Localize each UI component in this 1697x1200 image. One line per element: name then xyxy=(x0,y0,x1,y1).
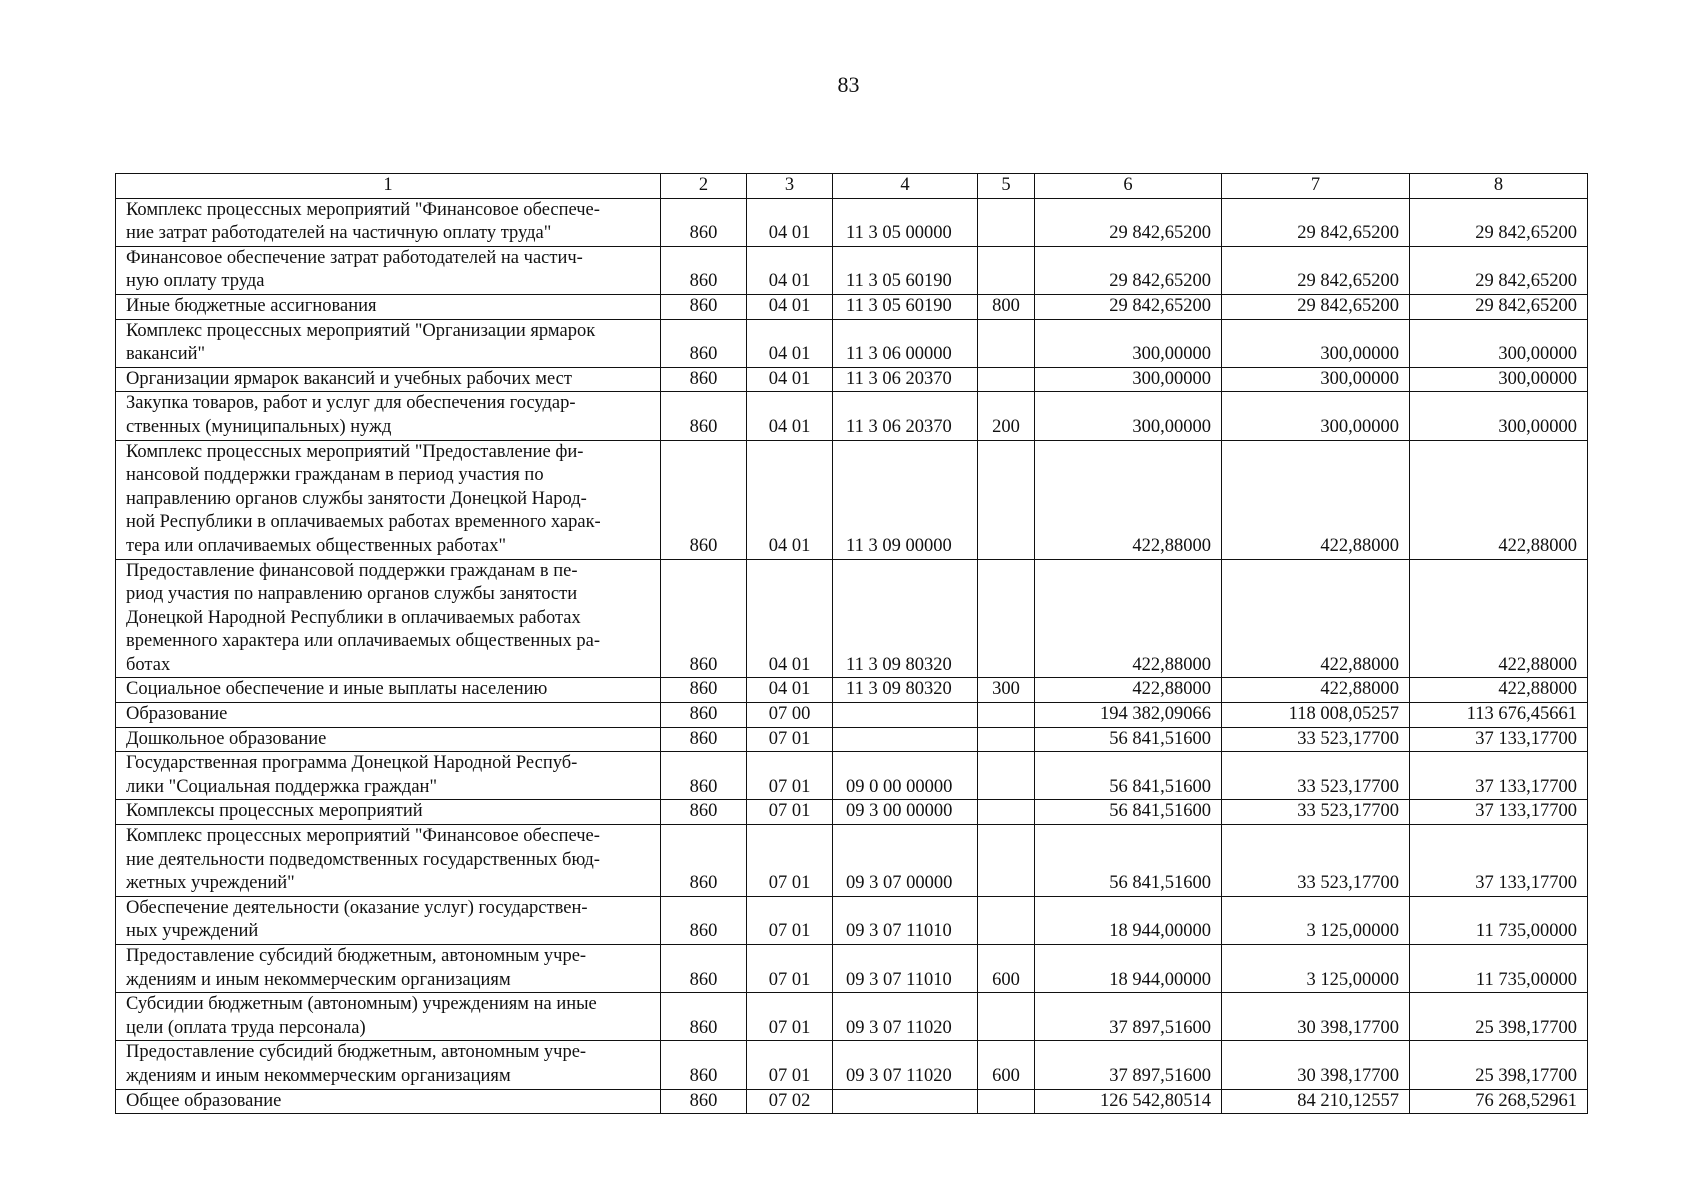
amount-col8-cell: 29 842,65200 xyxy=(1410,294,1588,319)
section-code-cell: 04 01 xyxy=(747,246,833,294)
page-number: 83 xyxy=(837,72,860,97)
target-item-code-cell: 09 3 07 00000 xyxy=(833,825,978,897)
section-code-cell: 04 01 xyxy=(747,559,833,678)
expense-type-code-cell: 300 xyxy=(978,678,1035,703)
section-code-cell: 04 01 xyxy=(747,367,833,392)
department-code-cell: 860 xyxy=(661,727,747,752)
amount-col6-cell: 37 897,51600 xyxy=(1035,993,1222,1041)
section-code-cell: 04 01 xyxy=(747,294,833,319)
department-code-cell: 860 xyxy=(661,800,747,825)
target-item-code-cell: 09 3 07 11020 xyxy=(833,993,978,1041)
amount-col8-cell: 76 268,52961 xyxy=(1410,1089,1588,1114)
expense-type-code-cell: 200 xyxy=(978,392,1035,440)
amount-col8-cell: 25 398,17700 xyxy=(1410,993,1588,1041)
amount-col7-cell: 84 210,12557 xyxy=(1222,1089,1410,1114)
section-code-cell: 04 01 xyxy=(747,198,833,246)
target-item-code-cell: 11 3 06 20370 xyxy=(833,367,978,392)
amount-col6-cell: 18 944,00000 xyxy=(1035,896,1222,944)
department-code-cell: 860 xyxy=(661,246,747,294)
amount-col8-cell: 25 398,17700 xyxy=(1410,1041,1588,1089)
department-code-cell: 860 xyxy=(661,559,747,678)
amount-col6-cell: 37 897,51600 xyxy=(1035,1041,1222,1089)
section-code-cell: 07 01 xyxy=(747,896,833,944)
department-code-cell: 860 xyxy=(661,703,747,728)
target-item-code-cell xyxy=(833,727,978,752)
table-row xyxy=(116,896,1588,944)
table-row xyxy=(116,752,1588,800)
section-code-cell: 07 00 xyxy=(747,703,833,728)
expense-name-cell: Субсидии бюджетным (автономным) учреждениям на иные цели (оплата труда персонала) xyxy=(116,993,661,1041)
department-code-cell: 860 xyxy=(661,294,747,319)
section-code-cell: 07 01 xyxy=(747,825,833,897)
department-code-cell: 860 xyxy=(661,1041,747,1089)
amount-col8-cell: 300,00000 xyxy=(1410,367,1588,392)
expense-type-code-cell xyxy=(978,246,1035,294)
amount-col6-cell: 56 841,51600 xyxy=(1035,825,1222,897)
table-row xyxy=(116,678,1588,703)
expense-type-code-cell xyxy=(978,825,1035,897)
amount-col7-cell: 33 523,17700 xyxy=(1222,752,1410,800)
amount-col7-cell: 300,00000 xyxy=(1222,367,1410,392)
target-item-code-cell: 11 3 05 60190 xyxy=(833,294,978,319)
expense-name-cell: Дошкольное образование xyxy=(116,727,661,752)
target-item-code-cell: 11 3 05 60190 xyxy=(833,246,978,294)
department-code-cell: 860 xyxy=(661,993,747,1041)
department-code-cell: 860 xyxy=(661,896,747,944)
section-code-cell: 07 01 xyxy=(747,727,833,752)
table-row xyxy=(116,559,1588,678)
target-item-code-cell xyxy=(833,1089,978,1114)
amount-col7-cell: 118 008,05257 xyxy=(1222,703,1410,728)
table-row xyxy=(116,392,1588,440)
expense-type-code-cell xyxy=(978,993,1035,1041)
amount-col8-cell: 422,88000 xyxy=(1410,440,1588,559)
table-row xyxy=(116,1041,1588,1089)
amount-col6-cell: 422,88000 xyxy=(1035,440,1222,559)
target-item-code-cell: 11 3 09 00000 xyxy=(833,440,978,559)
section-code-cell: 04 01 xyxy=(747,319,833,367)
expense-type-code-cell xyxy=(978,703,1035,728)
expense-name-cell: Финансовое обеспечение затрат работодателей на частич- ную оплату труда xyxy=(116,246,661,294)
amount-col7-cell: 29 842,65200 xyxy=(1222,198,1410,246)
target-item-code-cell: 09 3 00 00000 xyxy=(833,800,978,825)
expense-name-cell: Комплекс процессных мероприятий "Финансовое обеспече- ние деятельности подведомственных государственных бюд- жетных учреждений" xyxy=(116,825,661,897)
table-row xyxy=(116,993,1588,1041)
table-row xyxy=(116,294,1588,319)
expense-type-code-cell xyxy=(978,559,1035,678)
amount-col8-cell: 37 133,17700 xyxy=(1410,727,1588,752)
table-row xyxy=(116,800,1588,825)
amount-col6-cell: 29 842,65200 xyxy=(1035,198,1222,246)
amount-col6-cell: 422,88000 xyxy=(1035,559,1222,678)
amount-col8-cell: 422,88000 xyxy=(1410,678,1588,703)
expense-name-cell: Закупка товаров, работ и услуг для обеспечения государ- ственных (муниципальных) нужд xyxy=(116,392,661,440)
amount-col6-cell: 300,00000 xyxy=(1035,319,1222,367)
amount-col8-cell: 29 842,65200 xyxy=(1410,246,1588,294)
amount-col7-cell: 33 523,17700 xyxy=(1222,800,1410,825)
department-code-cell: 860 xyxy=(661,440,747,559)
table-row xyxy=(116,945,1588,993)
amount-col7-cell: 29 842,65200 xyxy=(1222,246,1410,294)
department-code-cell: 860 xyxy=(661,678,747,703)
amount-col6-cell: 300,00000 xyxy=(1035,392,1222,440)
expense-name-cell: Предоставление субсидий бюджетным, автономным учре- ждениям и иным некоммерческим организациям xyxy=(116,1041,661,1089)
amount-col8-cell: 37 133,17700 xyxy=(1410,800,1588,825)
table-row xyxy=(116,1089,1588,1114)
amount-col6-cell: 126 542,80514 xyxy=(1035,1089,1222,1114)
section-code-cell: 07 02 xyxy=(747,1089,833,1114)
amount-col8-cell: 422,88000 xyxy=(1410,559,1588,678)
amount-col8-cell: 300,00000 xyxy=(1410,319,1588,367)
department-code-cell: 860 xyxy=(661,825,747,897)
header-cell: 7 xyxy=(1222,174,1410,199)
expense-type-code-cell xyxy=(978,896,1035,944)
expense-name-cell: Организации ярмарок вакансий и учебных рабочих мест xyxy=(116,367,661,392)
amount-col7-cell: 33 523,17700 xyxy=(1222,727,1410,752)
target-item-code-cell xyxy=(833,703,978,728)
amount-col6-cell: 29 842,65200 xyxy=(1035,294,1222,319)
expense-type-code-cell xyxy=(978,440,1035,559)
target-item-code-cell: 11 3 06 00000 xyxy=(833,319,978,367)
expense-type-code-cell: 600 xyxy=(978,945,1035,993)
expense-type-code-cell: 600 xyxy=(978,1041,1035,1089)
table-row xyxy=(116,367,1588,392)
section-code-cell: 07 01 xyxy=(747,1041,833,1089)
amount-col8-cell: 113 676,45661 xyxy=(1410,703,1588,728)
expense-name-cell: Общее образование xyxy=(116,1089,661,1114)
section-code-cell: 07 01 xyxy=(747,752,833,800)
department-code-cell: 860 xyxy=(661,752,747,800)
expense-name-cell: Предоставление финансовой поддержки гражданам в пе- риод участия по направлению органов службы занятости Донецкой Народной Республики в оплачиваемых работах временного характера или оплачиваемых общественных ра- ботах xyxy=(116,559,661,678)
amount-col7-cell: 33 523,17700 xyxy=(1222,825,1410,897)
section-code-cell: 07 01 xyxy=(747,800,833,825)
expense-type-code-cell xyxy=(978,319,1035,367)
table-row xyxy=(116,440,1588,559)
expense-name-cell: Комплекс процессных мероприятий "Предоставление фи- нансовой поддержки гражданам в период участия по направлению органов службы занятости Донецкой Народ- ной Республики в оплачиваемых работах временного харак- тера или оплачиваемых общественных работах" xyxy=(116,440,661,559)
department-code-cell: 860 xyxy=(661,319,747,367)
amount-col7-cell: 30 398,17700 xyxy=(1222,993,1410,1041)
amount-col7-cell: 422,88000 xyxy=(1222,678,1410,703)
header-cell: 2 xyxy=(661,174,747,199)
amount-col7-cell: 422,88000 xyxy=(1222,440,1410,559)
table-row xyxy=(116,727,1588,752)
expense-name-cell: Предоставление субсидий бюджетным, автономным учре- ждениям и иным некоммерческим организациям xyxy=(116,945,661,993)
amount-col7-cell: 422,88000 xyxy=(1222,559,1410,678)
expense-name-cell: Социальное обеспечение и иные выплаты населению xyxy=(116,678,661,703)
expense-name-cell: Образование xyxy=(116,703,661,728)
amount-col7-cell: 300,00000 xyxy=(1222,319,1410,367)
header-cell: 3 xyxy=(747,174,833,199)
expense-type-code-cell xyxy=(978,752,1035,800)
expense-type-code-cell xyxy=(978,1089,1035,1114)
department-code-cell: 860 xyxy=(661,198,747,246)
target-item-code-cell: 09 0 00 00000 xyxy=(833,752,978,800)
header-cell: 1 xyxy=(116,174,661,199)
expense-name-cell: Комплекс процессных мероприятий "Финансовое обеспече- ние затрат работодателей на частичную оплату труда" xyxy=(116,198,661,246)
target-item-code-cell: 11 3 05 00000 xyxy=(833,198,978,246)
target-item-code-cell: 11 3 06 20370 xyxy=(833,392,978,440)
target-item-code-cell: 09 3 07 11010 xyxy=(833,945,978,993)
amount-col6-cell: 194 382,09066 xyxy=(1035,703,1222,728)
amount-col7-cell: 30 398,17700 xyxy=(1222,1041,1410,1089)
header-cell: 5 xyxy=(978,174,1035,199)
amount-col7-cell: 29 842,65200 xyxy=(1222,294,1410,319)
table-row xyxy=(116,198,1588,246)
table-row xyxy=(116,246,1588,294)
section-code-cell: 04 01 xyxy=(747,440,833,559)
amount-col7-cell: 300,00000 xyxy=(1222,392,1410,440)
amount-col6-cell: 29 842,65200 xyxy=(1035,246,1222,294)
expense-type-code-cell xyxy=(978,198,1035,246)
amount-col6-cell: 56 841,51600 xyxy=(1035,752,1222,800)
amount-col8-cell: 300,00000 xyxy=(1410,392,1588,440)
target-item-code-cell: 11 3 09 80320 xyxy=(833,678,978,703)
department-code-cell: 860 xyxy=(661,367,747,392)
table-row xyxy=(116,319,1588,367)
expense-type-code-cell xyxy=(978,800,1035,825)
header-cell: 8 xyxy=(1410,174,1588,199)
budget-table xyxy=(115,173,1588,1114)
amount-col8-cell: 11 735,00000 xyxy=(1410,896,1588,944)
amount-col6-cell: 18 944,00000 xyxy=(1035,945,1222,993)
department-code-cell: 860 xyxy=(661,392,747,440)
expense-name-cell: Иные бюджетные ассигнования xyxy=(116,294,661,319)
table-row xyxy=(116,703,1588,728)
amount-col8-cell: 11 735,00000 xyxy=(1410,945,1588,993)
expense-name-cell: Комплекс процессных мероприятий "Организации ярмарок вакансий" xyxy=(116,319,661,367)
amount-col6-cell: 422,88000 xyxy=(1035,678,1222,703)
department-code-cell: 860 xyxy=(661,1089,747,1114)
amount-col8-cell: 37 133,17700 xyxy=(1410,752,1588,800)
table-header-row xyxy=(116,174,1588,199)
header-cell: 4 xyxy=(833,174,978,199)
expense-type-code-cell: 800 xyxy=(978,294,1035,319)
amount-col7-cell: 3 125,00000 xyxy=(1222,896,1410,944)
expense-name-cell: Обеспечение деятельности (оказание услуг) государствен- ных учреждений xyxy=(116,896,661,944)
expense-type-code-cell xyxy=(978,367,1035,392)
section-code-cell: 07 01 xyxy=(747,945,833,993)
amount-col6-cell: 300,00000 xyxy=(1035,367,1222,392)
section-code-cell: 04 01 xyxy=(747,678,833,703)
target-item-code-cell: 09 3 07 11010 xyxy=(833,896,978,944)
amount-col8-cell: 29 842,65200 xyxy=(1410,198,1588,246)
department-code-cell: 860 xyxy=(661,945,747,993)
expense-name-cell: Государственная программа Донецкой Народной Респуб- лики "Социальная поддержка граждан" xyxy=(116,752,661,800)
section-code-cell: 04 01 xyxy=(747,392,833,440)
expense-name-cell: Комплексы процессных мероприятий xyxy=(116,800,661,825)
section-code-cell: 07 01 xyxy=(747,993,833,1041)
table-row xyxy=(116,825,1588,897)
target-item-code-cell: 11 3 09 80320 xyxy=(833,559,978,678)
target-item-code-cell: 09 3 07 11020 xyxy=(833,1041,978,1089)
amount-col8-cell: 37 133,17700 xyxy=(1410,825,1588,897)
header-cell: 6 xyxy=(1035,174,1222,199)
amount-col7-cell: 3 125,00000 xyxy=(1222,945,1410,993)
amount-col6-cell: 56 841,51600 xyxy=(1035,800,1222,825)
expense-type-code-cell xyxy=(978,727,1035,752)
amount-col6-cell: 56 841,51600 xyxy=(1035,727,1222,752)
